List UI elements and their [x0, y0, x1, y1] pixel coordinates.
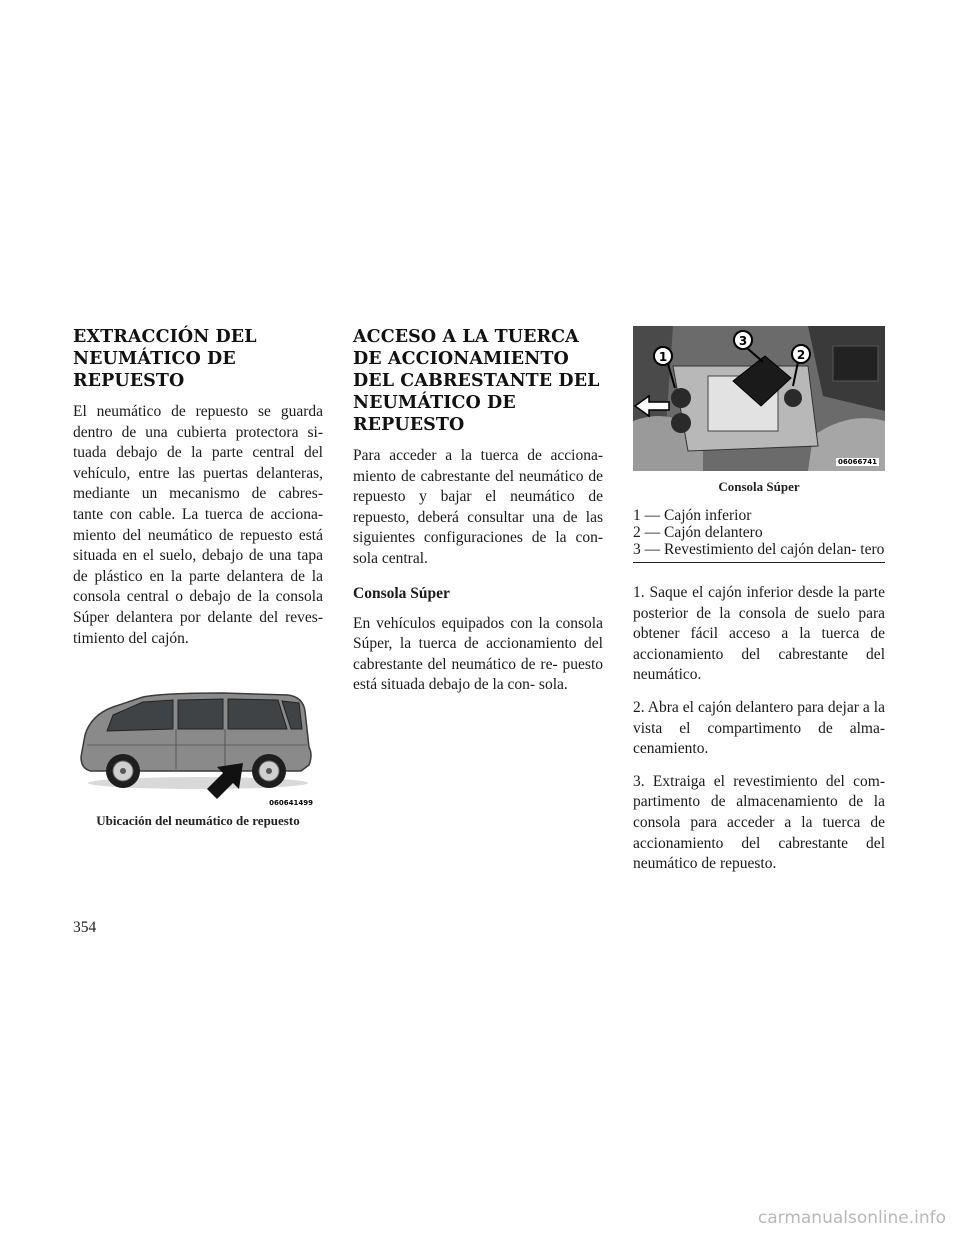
spare-removal-paragraph: El neumático de repuesto se guarda dentro de una cubierta protectora si- tuada debajo de la parte central del vehículo, entre las puertas delanteras, mediante un mecanismo de cabres- tante con cable. La tuerca de acciona- miento del neumático de repuesto está situada en el suelo, debajo de una tapa de plástico en la parte delantera de la consola central o debajo de la consola Súper delantera por delante del reves- timiento del cajón.	[73, 403, 323, 647]
winch-access-paragraph: Para acceder a la tuerca de acciona- miento de cabrestante del neumático de repuesto y bajar el neumático de repuesto, deberá consultar una de las siguientes configuraciones de la con- sola central.	[353, 447, 603, 567]
figure-caption: Ubicación del neumático de repuesto	[96, 813, 300, 829]
super-console-figure	[633, 326, 885, 495]
callout-2: 2	[796, 348, 806, 362]
figure-code: 06066741	[838, 458, 877, 466]
subheading-super-console: Consola Súper	[353, 584, 450, 602]
figure-code: 060641499	[269, 799, 313, 808]
figure-caption: Consola Súper	[718, 479, 800, 494]
legend-item: 2 — Cajón delantero	[633, 524, 763, 541]
callout-1: 1	[658, 350, 668, 364]
legend-item: 3 — Revestimiento del cajón delan- tero	[633, 541, 885, 558]
legend-item: 1 — Cajón inferior	[633, 507, 752, 524]
middle-column	[353, 326, 603, 710]
section-heading-winch-access: ACCESO A LA TUERCA DE ACCIONAMIENTO DEL CABRESTANTE DEL NEUMÁTICO DE REPUESTO	[353, 327, 600, 435]
console-photo	[633, 326, 885, 471]
section-heading-spare-removal: EXTRACCIÓN DEL NEUMÁTICO DE REPUESTO	[73, 327, 257, 391]
spare-location-figure	[73, 685, 323, 829]
watermark[interactable]: carmanualsonline.info	[757, 1208, 946, 1228]
step-1: 1. Saque el cajón inferior desde la parte posterior de la consola de suelo para obtener fácil acceso a la tuerca de accionamiento del cabrestante del neumático.	[633, 584, 885, 684]
step-2: 2. Abra el cajón delantero para dejar a la vista el compartimento de alma- cenamiento.	[633, 698, 885, 758]
page-number: 354	[73, 919, 97, 936]
super-console-paragraph: En vehículos equipados con la consola Súper, la tuerca de accionamiento del cabrestante del neumático de re- puesto está situada debajo de la con- sola.	[353, 614, 603, 694]
figure-legend	[633, 507, 885, 563]
minivan-illustration	[73, 685, 323, 808]
left-column	[73, 326, 323, 829]
step-3: 3. Extraiga el revestimiento del com- partimento de almacenamiento de la consola para acceder a la tuerca de accionamiento del cabrestante del neumático de repuesto.	[633, 772, 885, 873]
right-column	[633, 326, 885, 887]
callout-3: 3	[738, 334, 748, 348]
